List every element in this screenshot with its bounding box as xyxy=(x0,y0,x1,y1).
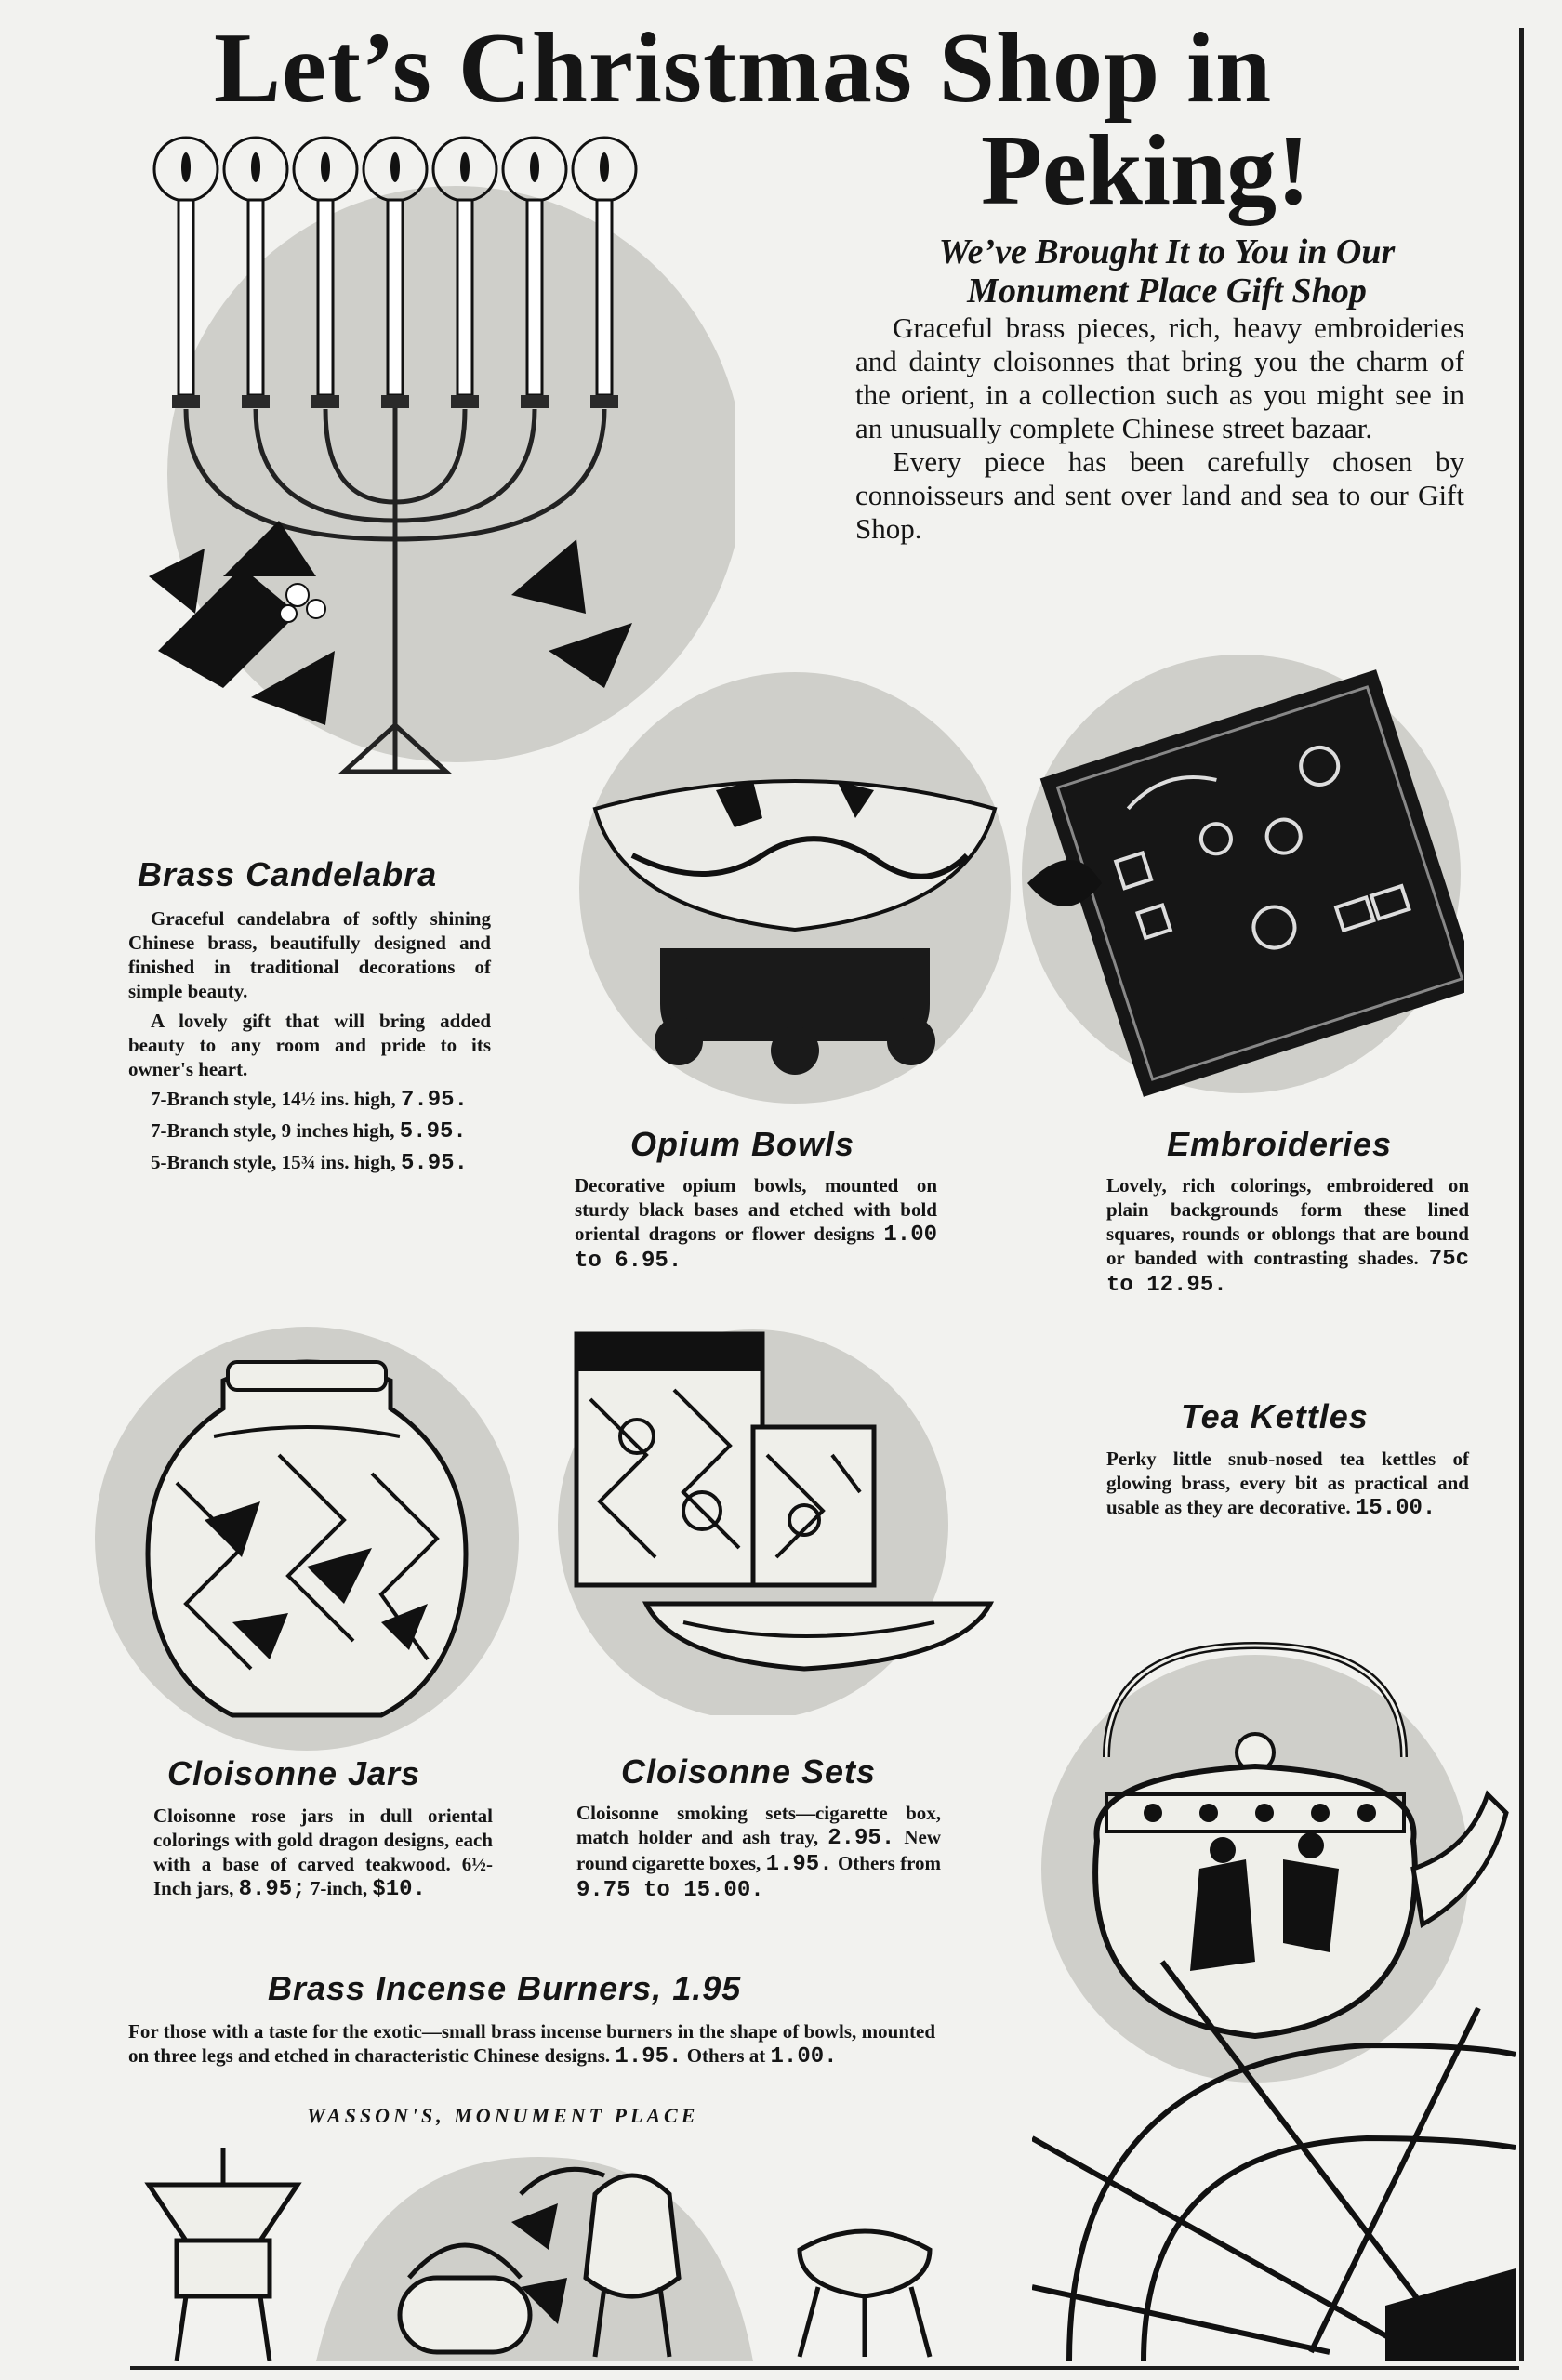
embroideries-price: 75c to 12.95. xyxy=(1106,1247,1470,1298)
incense-text-2: Others at xyxy=(686,2044,766,2067)
embroidery-illustration xyxy=(1018,651,1464,1106)
intro-paragraph-1: Graceful brass pieces, rich, heavy embroideries and dainty cloisonnes that bring you the charm of the orient, in a collection such as you might see in an unusually complete Chinese street bazaar. xyxy=(855,311,1464,444)
kettles-text: Perky little snub-nosed tea kettles of glowing brass, every bit as practical and usable as they are decorative. xyxy=(1106,1448,1469,1518)
incense-price-2: 1.00. xyxy=(770,2044,838,2069)
headline-peking: Peking! xyxy=(981,115,1311,226)
incense-copy xyxy=(128,2019,935,2069)
sets-price-1: 2.95. xyxy=(827,1826,895,1851)
cloisonne-jar-illustration xyxy=(74,1325,539,1752)
candelabra-paragraph-1: Graceful candelabra of softly shining Chinese brass, beautifully designed and finished in traditional decorations of simple beauty. xyxy=(128,907,491,1002)
embroideries-text: Lovely, rich colorings, embroidered on plain backgrounds form these lined squares, rounds or oblongs that are bound or banded with contrasting shades. xyxy=(1106,1174,1469,1269)
candelabra-item-1-text: 7-Branch style, 14½ ins. high, xyxy=(151,1088,396,1110)
opium-bowl-illustration xyxy=(576,669,1013,1106)
embroideries-copy xyxy=(1106,1173,1469,1298)
intro-copy xyxy=(855,311,1464,546)
candelabra-item-2 xyxy=(128,1118,491,1144)
candelabra-price-2: 5.95. xyxy=(399,1119,467,1144)
jars-title: Cloisonne Jars xyxy=(167,1754,421,1792)
subhead-line1: We’ve Brought It to You in Our xyxy=(938,232,1396,271)
headline: Let’s Christmas Shop in xyxy=(214,13,1273,124)
sets-copy xyxy=(576,1801,941,1903)
sets-price-2: 1.95. xyxy=(765,1852,833,1877)
kettles-title: Tea Kettles xyxy=(1181,1397,1369,1435)
candelabra-item-1 xyxy=(128,1087,491,1113)
candelabra-title: Brass Candelabra xyxy=(138,855,438,893)
sets-text: Cloisonne smoking sets—cigarette box, match holder and ash tray, xyxy=(576,1802,941,1848)
intro-paragraph-2: Every piece has been carefully chosen by connoisseurs and sent over land and sea to our Gift Shop. xyxy=(855,445,1464,545)
cloisonne-set-illustration xyxy=(525,1325,999,1715)
candelabra-item-3 xyxy=(128,1150,491,1176)
embroideries-title: Embroideries xyxy=(1167,1125,1393,1163)
jars-price-2: $10. xyxy=(372,1877,426,1902)
incense-price-1: 1.95. xyxy=(615,2044,682,2069)
sets-price-3: 9.75 to 15.00. xyxy=(576,1878,764,1903)
jars-text: Cloisonne rose jars in dull oriental colorings with gold dragon designs, each with a base of carved teakwood. 6½-Inch jars, xyxy=(153,1805,493,1899)
candelabra-price-1: 7.95. xyxy=(400,1088,468,1113)
sets-title: Cloisonne Sets xyxy=(621,1752,877,1791)
column-rule xyxy=(1519,28,1524,2361)
incense-title: Brass Incense Burners, 1.95 xyxy=(268,1969,742,2007)
candelabra-paragraph-2: A lovely gift that will bring added beauty to any room and pride to its owner's heart. xyxy=(128,1010,491,1080)
store-signature: WASSON'S, MONUMENT PLACE xyxy=(307,2104,699,2127)
sets-text-3: Others from xyxy=(837,1852,942,1874)
opium-title: Opium Bowls xyxy=(630,1125,855,1163)
jars-price-1: 8.95; xyxy=(238,1877,306,1902)
subhead xyxy=(851,232,1483,311)
jars-text-2: 7-inch, xyxy=(310,1877,368,1899)
incense-burners-illustration xyxy=(121,2138,958,2361)
candelabra-copy xyxy=(128,906,491,1182)
opium-price: 1.00 to 6.95. xyxy=(575,1223,938,1274)
candelabra-item-2-text: 7-Branch style, 9 inches high, xyxy=(151,1119,395,1142)
kettles-copy xyxy=(1106,1447,1469,1521)
kettles-price: 15.00. xyxy=(1355,1496,1436,1521)
incense-text: For those with a taste for the exotic—small brass incense burners in the shape of bowls, mounted on three legs and etched in characteristic Chinese designs. xyxy=(128,2020,935,2067)
subhead-line2: Monument Place Gift Shop xyxy=(967,271,1367,311)
candelabra-item-3-text: 5-Branch style, 15¾ ins. high, xyxy=(151,1151,396,1173)
opium-copy xyxy=(575,1173,937,1274)
candelabra-price-3: 5.95. xyxy=(400,1151,468,1176)
decorative-lines xyxy=(1032,1915,1516,2361)
bottom-rule xyxy=(130,2366,1519,2370)
jars-copy xyxy=(153,1804,493,1902)
opium-text: Decorative opium bowls, mounted on sturdy black bases and etched with bold oriental dragons or flower designs xyxy=(575,1174,937,1245)
sets-text-2: New round cigarette boxes, xyxy=(576,1826,942,1874)
